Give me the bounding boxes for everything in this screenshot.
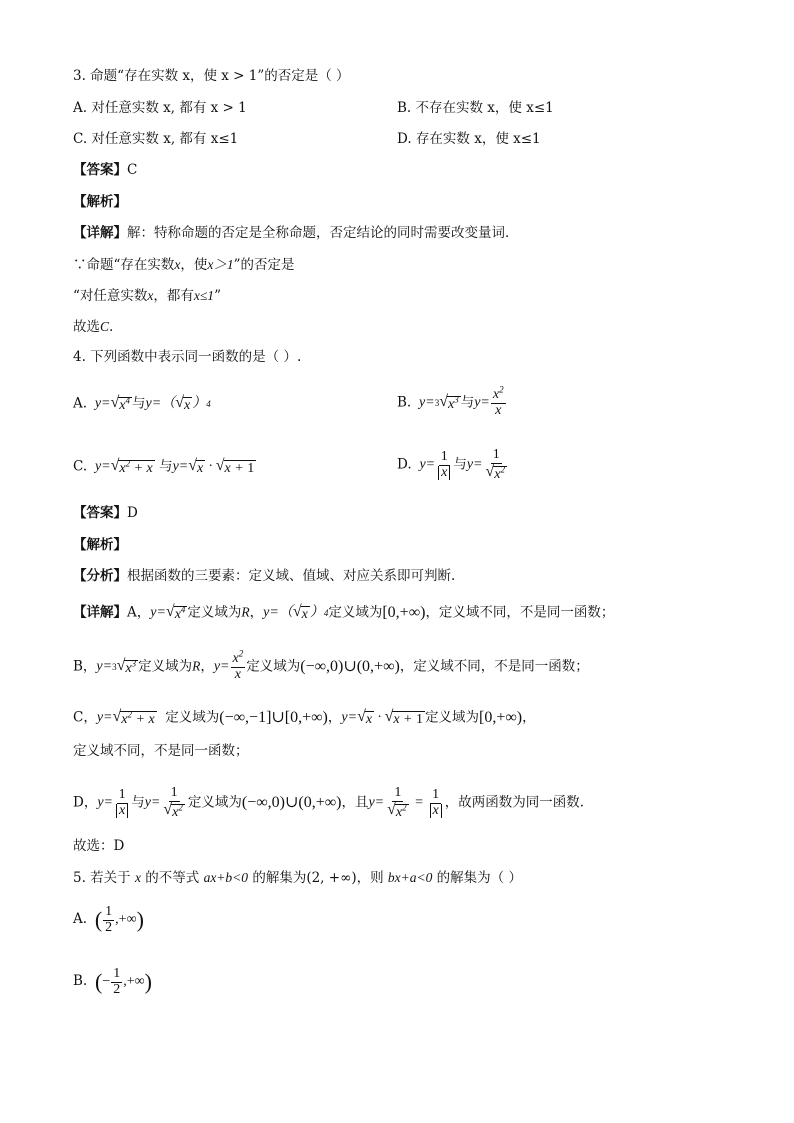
q5-option-b: [73, 967, 152, 997]
text: B，: [73, 658, 97, 675]
detail-tag: 【详解】: [73, 225, 127, 241]
var-x: x: [174, 257, 181, 272]
formula: ( $\frac{1}{2}$ ,+∞ ): [94, 904, 144, 935]
var-x: x: [134, 870, 141, 885]
text: 定义域为: [425, 709, 480, 726]
condition: x≤1: [193, 288, 215, 303]
text: 定义域为: [328, 604, 383, 621]
q3-detail: [73, 227, 519, 241]
q3-option-b: B. 不存在实数 x，使 x≤1: [397, 100, 554, 116]
q3-answer-row: [73, 164, 137, 178]
condition: x＞1: [207, 257, 234, 272]
text: ”: [214, 288, 221, 304]
q4-option-a: [73, 395, 211, 413]
inequality: bx+a<0: [387, 870, 433, 885]
text: 定义域为: [187, 604, 242, 621]
text: .: [109, 319, 114, 335]
q4-stem: 4. 下列函数中表示同一函数的是（ ）.: [73, 349, 302, 365]
text: 定义域为: [138, 658, 193, 675]
formula: y= $\frac{x^2}{x}$: [213, 648, 244, 682]
text: 的解集为(2, +∞)，则: [252, 870, 384, 886]
text: ，: [522, 709, 536, 726]
formula: y= √ $x^4$: [150, 603, 186, 622]
text: 与: [159, 458, 173, 475]
text: 5. 若关于: [73, 870, 131, 886]
text: 定义域为: [246, 658, 301, 675]
text: ,+∞: [123, 974, 145, 990]
formula: y=（ √ x ） 4: [263, 603, 329, 622]
formula: y= √ x · √ x + 1: [341, 708, 424, 727]
interval: [0,+∞): [382, 604, 426, 622]
formula: y= 1 √ $x^2$: [144, 785, 183, 820]
q3-option-d: D. 存在实数 x，使 x≤1: [397, 131, 541, 147]
choice: C: [100, 319, 110, 334]
formula: y= 3 √ $x^3$: [415, 392, 459, 412]
q3-choose: [73, 320, 113, 335]
formula: y= $\frac{1}{x}$: [97, 788, 131, 818]
text: ∵命题“存在实数: [73, 257, 175, 273]
answer-value: D: [127, 505, 138, 521]
q3-line1: [73, 258, 295, 273]
answer-tag: 【答案】: [73, 162, 127, 178]
formula: y= $\frac{1}{x}$: [416, 450, 453, 480]
fenxi-text: 根据函数的三要素：定义域、值域、对应关系即可判断.: [127, 568, 456, 584]
q4-choose: 故选：D: [73, 838, 125, 854]
fenxi-tag: 【分析】: [73, 568, 127, 584]
q4-detail-a: [73, 604, 614, 622]
text: ”的否定是: [233, 257, 295, 273]
text: −: [102, 974, 111, 990]
text: 与: [131, 794, 145, 811]
formula: y= √ $x^2 + x$: [91, 457, 153, 476]
text: ，定义域不同，不是同一函数；: [425, 604, 615, 621]
formula: y= √ $x^2 + x$: [96, 708, 155, 727]
interval: [0,+∞): [479, 709, 523, 727]
q4-answer-row: [73, 507, 138, 521]
detail-tag: 【详解】: [73, 604, 127, 621]
answer-tag: 【答案】: [73, 505, 127, 521]
formula: y= 1 √ $x^2$ = $\frac{1}{x}$: [368, 786, 444, 820]
detail-text: 解：特称命题的否定是全称命题，否定结论的同时需要改变量词．: [127, 225, 519, 241]
var-x: x: [147, 288, 154, 303]
text: “对任意实数: [73, 288, 148, 304]
set-R: R: [241, 604, 250, 620]
option-label: D.: [397, 456, 412, 473]
q3-line2: [73, 289, 221, 304]
analysis-tag: 【解析】: [73, 537, 127, 553]
analysis-tag: 【解析】: [73, 194, 127, 210]
q5-option-a: [73, 905, 144, 935]
interval: (−∞,0)∪(0,+∞): [241, 794, 342, 812]
q4-option-d: [397, 448, 510, 482]
text: 的不等式: [145, 870, 200, 886]
q4-fenxi: [73, 570, 455, 584]
option-label: C.: [73, 458, 88, 475]
set-R: R: [192, 658, 201, 674]
formula: y= √ x · √ x + 1: [172, 457, 255, 476]
text: D，: [73, 794, 98, 811]
text: 定义域为: [165, 709, 220, 726]
answer-value: C: [127, 162, 138, 178]
interval: (−∞,0)∪(0,+∞): [300, 658, 400, 676]
option-label: A.: [73, 911, 88, 928]
formula: y= √ $x^4$: [91, 394, 131, 413]
text: 定义域为: [187, 794, 242, 811]
text: A，: [127, 604, 151, 621]
formula: y=（ √ x ） 4: [145, 394, 211, 413]
q4-option-b: [397, 384, 507, 418]
interval: (−∞,−1]∪[0,+∞): [219, 709, 328, 727]
text: ，使: [180, 257, 208, 273]
text: ，故两函数为同一函数.: [444, 794, 585, 811]
q5-stem: [73, 871, 522, 886]
text: 与: [460, 394, 475, 411]
formula: y= 3 √ $x^3$: [96, 656, 137, 676]
text: ，且: [341, 794, 369, 811]
formula: y= 1 √ $x^2$: [466, 447, 505, 482]
q3-option-a: A. 对任意实数 x, 都有 x > 1: [73, 100, 247, 116]
text: 故选: [73, 319, 100, 335]
q4-detail-c: [73, 709, 536, 727]
text: ，定义域不同，不是同一函数；: [399, 658, 589, 675]
q3-stem: 3. 命题“存在实数 x，使 x > 1”的否定是（ ）: [73, 68, 350, 84]
text: C，: [73, 709, 97, 726]
text: 与: [132, 395, 146, 412]
option-label: A.: [73, 395, 88, 412]
text: ，: [249, 604, 264, 621]
text: 的解集为（ ）: [436, 870, 522, 886]
text: 与: [453, 456, 467, 473]
q4-detail-d: [73, 786, 584, 820]
q4-detail-c2: 定义域不同，不是同一函数；: [73, 743, 249, 759]
formula: ( − $\frac{1}{2}$ ,+∞ ): [95, 966, 152, 997]
option-label: B.: [73, 973, 88, 990]
inequality: ax+b<0: [203, 870, 249, 885]
q4-detail-b: [73, 648, 589, 682]
q3-option-c: C. 对任意实数 x, 都有 x≤1: [73, 131, 239, 147]
text: ，: [327, 709, 342, 726]
text: ，: [200, 658, 214, 675]
option-label: B.: [397, 394, 412, 411]
text: ，都有: [153, 288, 194, 304]
formula: y= $\frac{x^2}{x}$: [474, 384, 504, 418]
q4-option-c: [73, 458, 256, 476]
text: ,+∞: [115, 912, 137, 928]
